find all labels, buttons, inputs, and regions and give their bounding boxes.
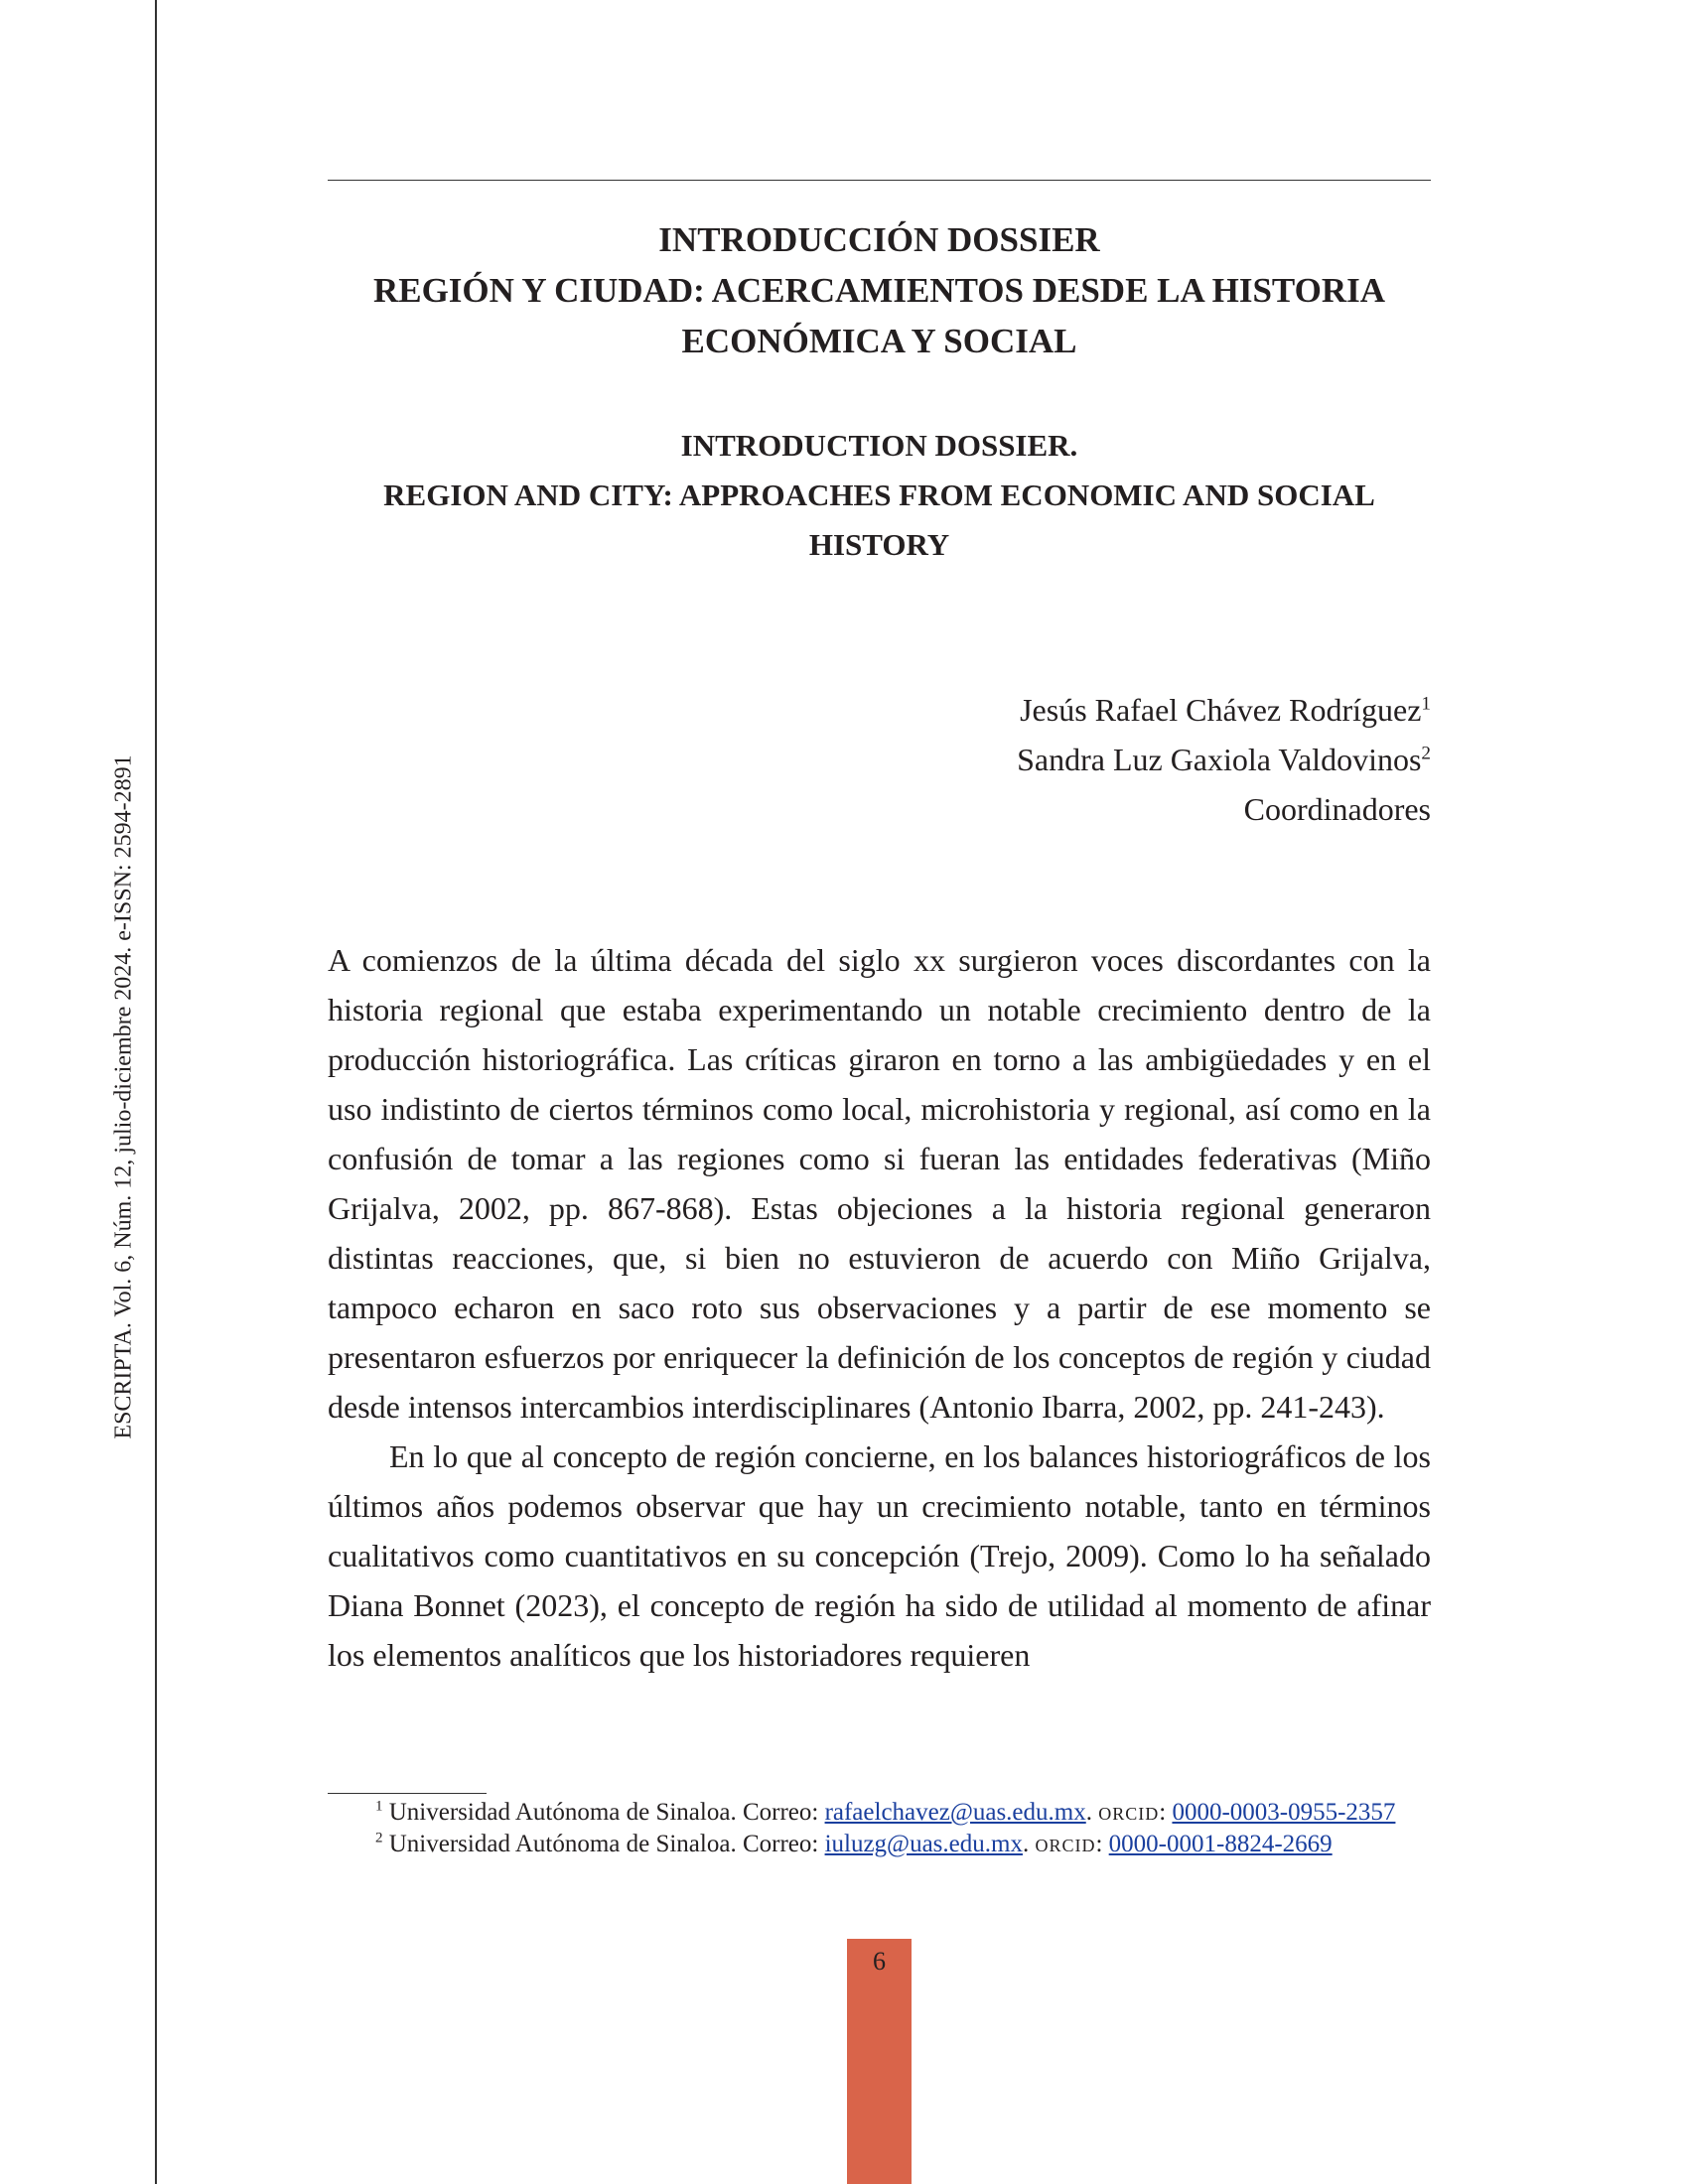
header-rule bbox=[328, 180, 1431, 181]
title-spanish bbox=[328, 214, 1431, 366]
title-spanish-line-2: REGIÓN Y CIUDAD: ACERCAMIENTOS DESDE LA HISTORIA bbox=[372, 271, 1386, 310]
left-margin-rule bbox=[155, 0, 157, 2184]
footnote-2-text: Universidad Autónoma de Sinaloa. Correo: bbox=[388, 1831, 825, 1857]
title-spanish-line-3: ECONÓMICA Y SOCIAL bbox=[681, 322, 1077, 360]
footnotes bbox=[328, 1797, 1431, 1860]
footnote-2-separator: . bbox=[1022, 1831, 1036, 1857]
footnote-2-number: 2 bbox=[375, 1830, 383, 1846]
page-number: 6 bbox=[873, 1947, 886, 1976]
footnote-1-orcid-link[interactable]: 0000-0003-0955-2357 bbox=[1172, 1799, 1396, 1826]
footnote-1-text: Universidad Autónoma de Sinaloa. Correo: bbox=[388, 1799, 825, 1826]
authors-role: Coordinadores bbox=[1243, 791, 1431, 827]
footnote-2-orcid-label: orcid bbox=[1035, 1831, 1096, 1857]
author-1-name: Jesús Rafael Chávez Rodríguez bbox=[1020, 692, 1422, 728]
author-2-footnote-mark[interactable]: 2 bbox=[1421, 743, 1431, 764]
footnote-2 bbox=[328, 1829, 1431, 1860]
paragraph-1: A comienzos de la última década del siglo xx surgieron voces discordantes con la historia regional que estaba experimentando un notable crecimiento dentro de la producción historiográfica. Las críticas giraron en torno a las ambigüedades y en el uso indistinto de ciertos términos como local, microhistoria y regional, así como en la confusión de tomar a las regiones como si fueran las entidades federativas (Miño Grijalva, 2002, pp. 867-868). Estas objeciones a la historia regional generaron distintas reacciones, que, si bien no estuvieron de acuerdo con Miño Grijalva, tampoco echaron en saco roto sus observaciones y a partir de ese momento se presentaron esfuerzos por enriquecer la definición de los conceptos de región y ciudad desde intensos intercambios interdisciplinares (Antonio Ibarra, 2002, pp. 241-243). bbox=[328, 942, 1431, 1425]
title-english-line-2: REGION AND CITY: APPROACHES FROM ECONOMIC AND SOCIAL bbox=[383, 478, 1375, 512]
title-english-line-1: INTRODUCTION DOSSIER. bbox=[680, 428, 1078, 463]
title-english-line-3: HISTORY bbox=[808, 527, 950, 562]
footnote-1-separator: . bbox=[1085, 1799, 1099, 1826]
author-1 bbox=[328, 685, 1431, 735]
footnote-2-orcid-link[interactable]: 0000-0001-8824-2669 bbox=[1108, 1831, 1333, 1857]
footnote-1-number: 1 bbox=[375, 1798, 383, 1815]
footnote-1-colon: : bbox=[1159, 1799, 1173, 1826]
footnote-1-email-link[interactable]: rafaelchavez@uas.edu.mx bbox=[824, 1799, 1086, 1826]
footnote-1 bbox=[328, 1797, 1431, 1829]
author-1-footnote-mark[interactable]: 1 bbox=[1421, 693, 1431, 715]
paragraph-2: En lo que al concepto de región concierne, en los balances historiográficos de los últimos años podemos observar que hay un crecimiento notable, tanto en términos cualitativos como cuantitativos en su concepción (Trejo, 2009). Como lo ha señalado Diana Bonnet (2023), el concepto de región ha sido de utilidad al momento de afinar los elementos analíticos que los historiadores requieren bbox=[328, 1438, 1431, 1673]
footnote-2-email-link[interactable]: iuluzg@uas.edu.mx bbox=[824, 1831, 1023, 1857]
title-english bbox=[328, 421, 1431, 570]
footnote-rule bbox=[328, 1793, 487, 1794]
footnote-1-orcid-label: orcid bbox=[1098, 1799, 1160, 1826]
author-2 bbox=[328, 735, 1431, 784]
authors-block bbox=[328, 685, 1431, 834]
journal-reference: ESCRIPTA. Vol. 6, Núm. 12, julio-diciembre 2024. e-ISSN: 2594-2891 bbox=[110, 754, 137, 1439]
footnote-2-colon: : bbox=[1095, 1831, 1109, 1857]
author-2-name: Sandra Luz Gaxiola Valdovinos bbox=[1017, 742, 1422, 777]
body-text bbox=[328, 935, 1431, 1680]
title-spanish-line-1: INTRODUCCIÓN DOSSIER bbox=[658, 220, 1100, 259]
